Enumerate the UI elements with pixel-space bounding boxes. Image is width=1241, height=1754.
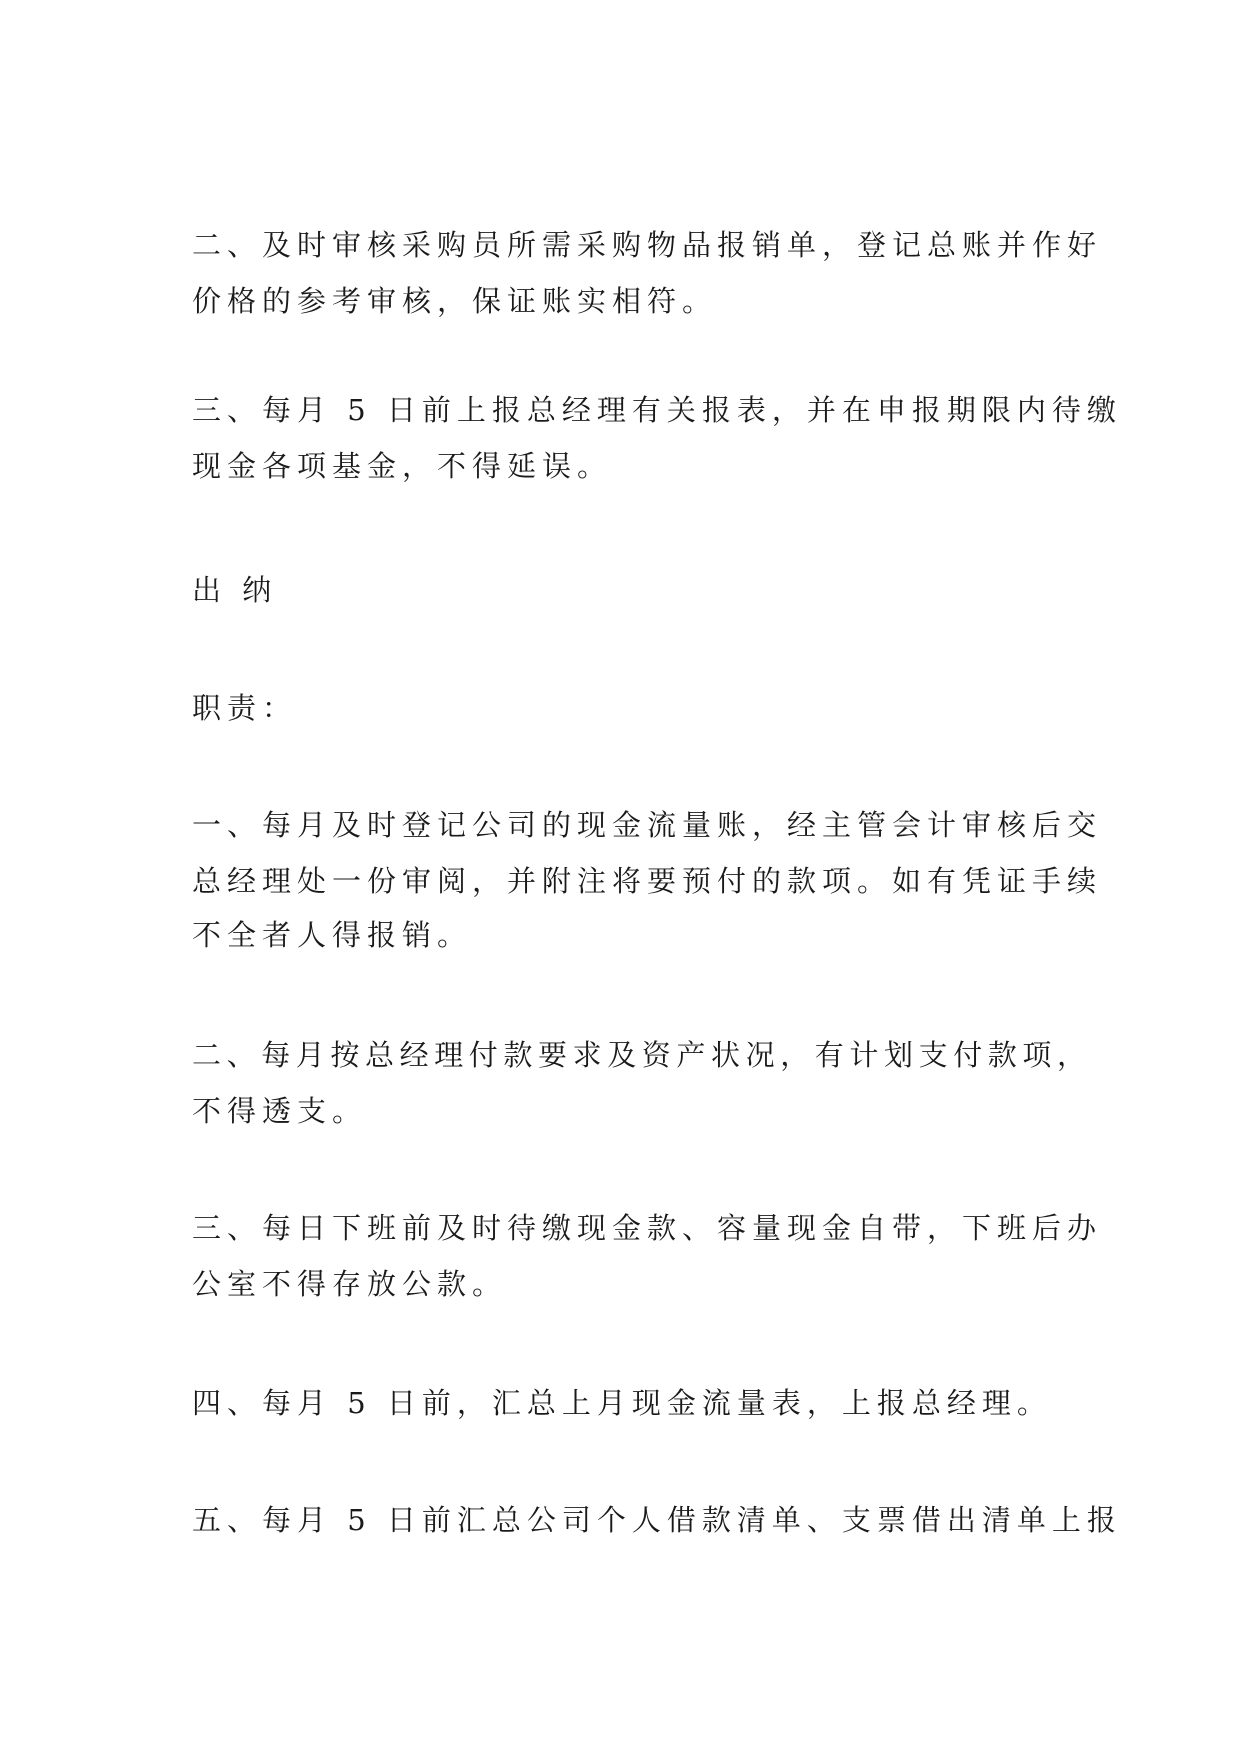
responsibilities-label: 职责： [192,691,298,725]
duty-1-line-2: 总经理处一份审阅，并附注将要预付的款项。如有凭证手续 [192,864,1103,898]
paragraph-3-line-2: 现金各项基金，不得延误。 [192,449,613,483]
duty-1-line-3: 不全者人得报销。 [192,918,473,952]
section-heading-cashier: 出 纳 [192,573,278,607]
duty-3-line-1: 三、每日下班前及时待缴现金款、容量现金自带，下班后办 [192,1211,1103,1245]
duty-4-line-1: 四、每月 5 日前，汇总上月现金流量表，上报总经理。 [192,1386,1052,1420]
paragraph-2-line-1: 二、及时审核采购员所需采购物品报销单，登记总账并作好 [192,228,1103,262]
duty-5-line-1: 五、每月 5 日前汇总公司个人借款清单、支票借出清单上报 [192,1503,1122,1537]
duty-2-line-2: 不得透支。 [192,1094,368,1128]
paragraph-3-line-1: 三、每月 5 日前上报总经理有关报表，并在申报期限内待缴 [192,393,1122,427]
duty-1-line-1: 一、每月及时登记公司的现金流量账，经主管会计审核后交 [192,808,1103,842]
duty-2-line-1: 二、每月按总经理付款要求及资产状况，有计划支付款项， [192,1038,1092,1072]
paragraph-2-line-2: 价格的参考审核，保证账实相符。 [192,284,718,318]
duty-3-line-2: 公室不得存放公款。 [192,1267,508,1301]
